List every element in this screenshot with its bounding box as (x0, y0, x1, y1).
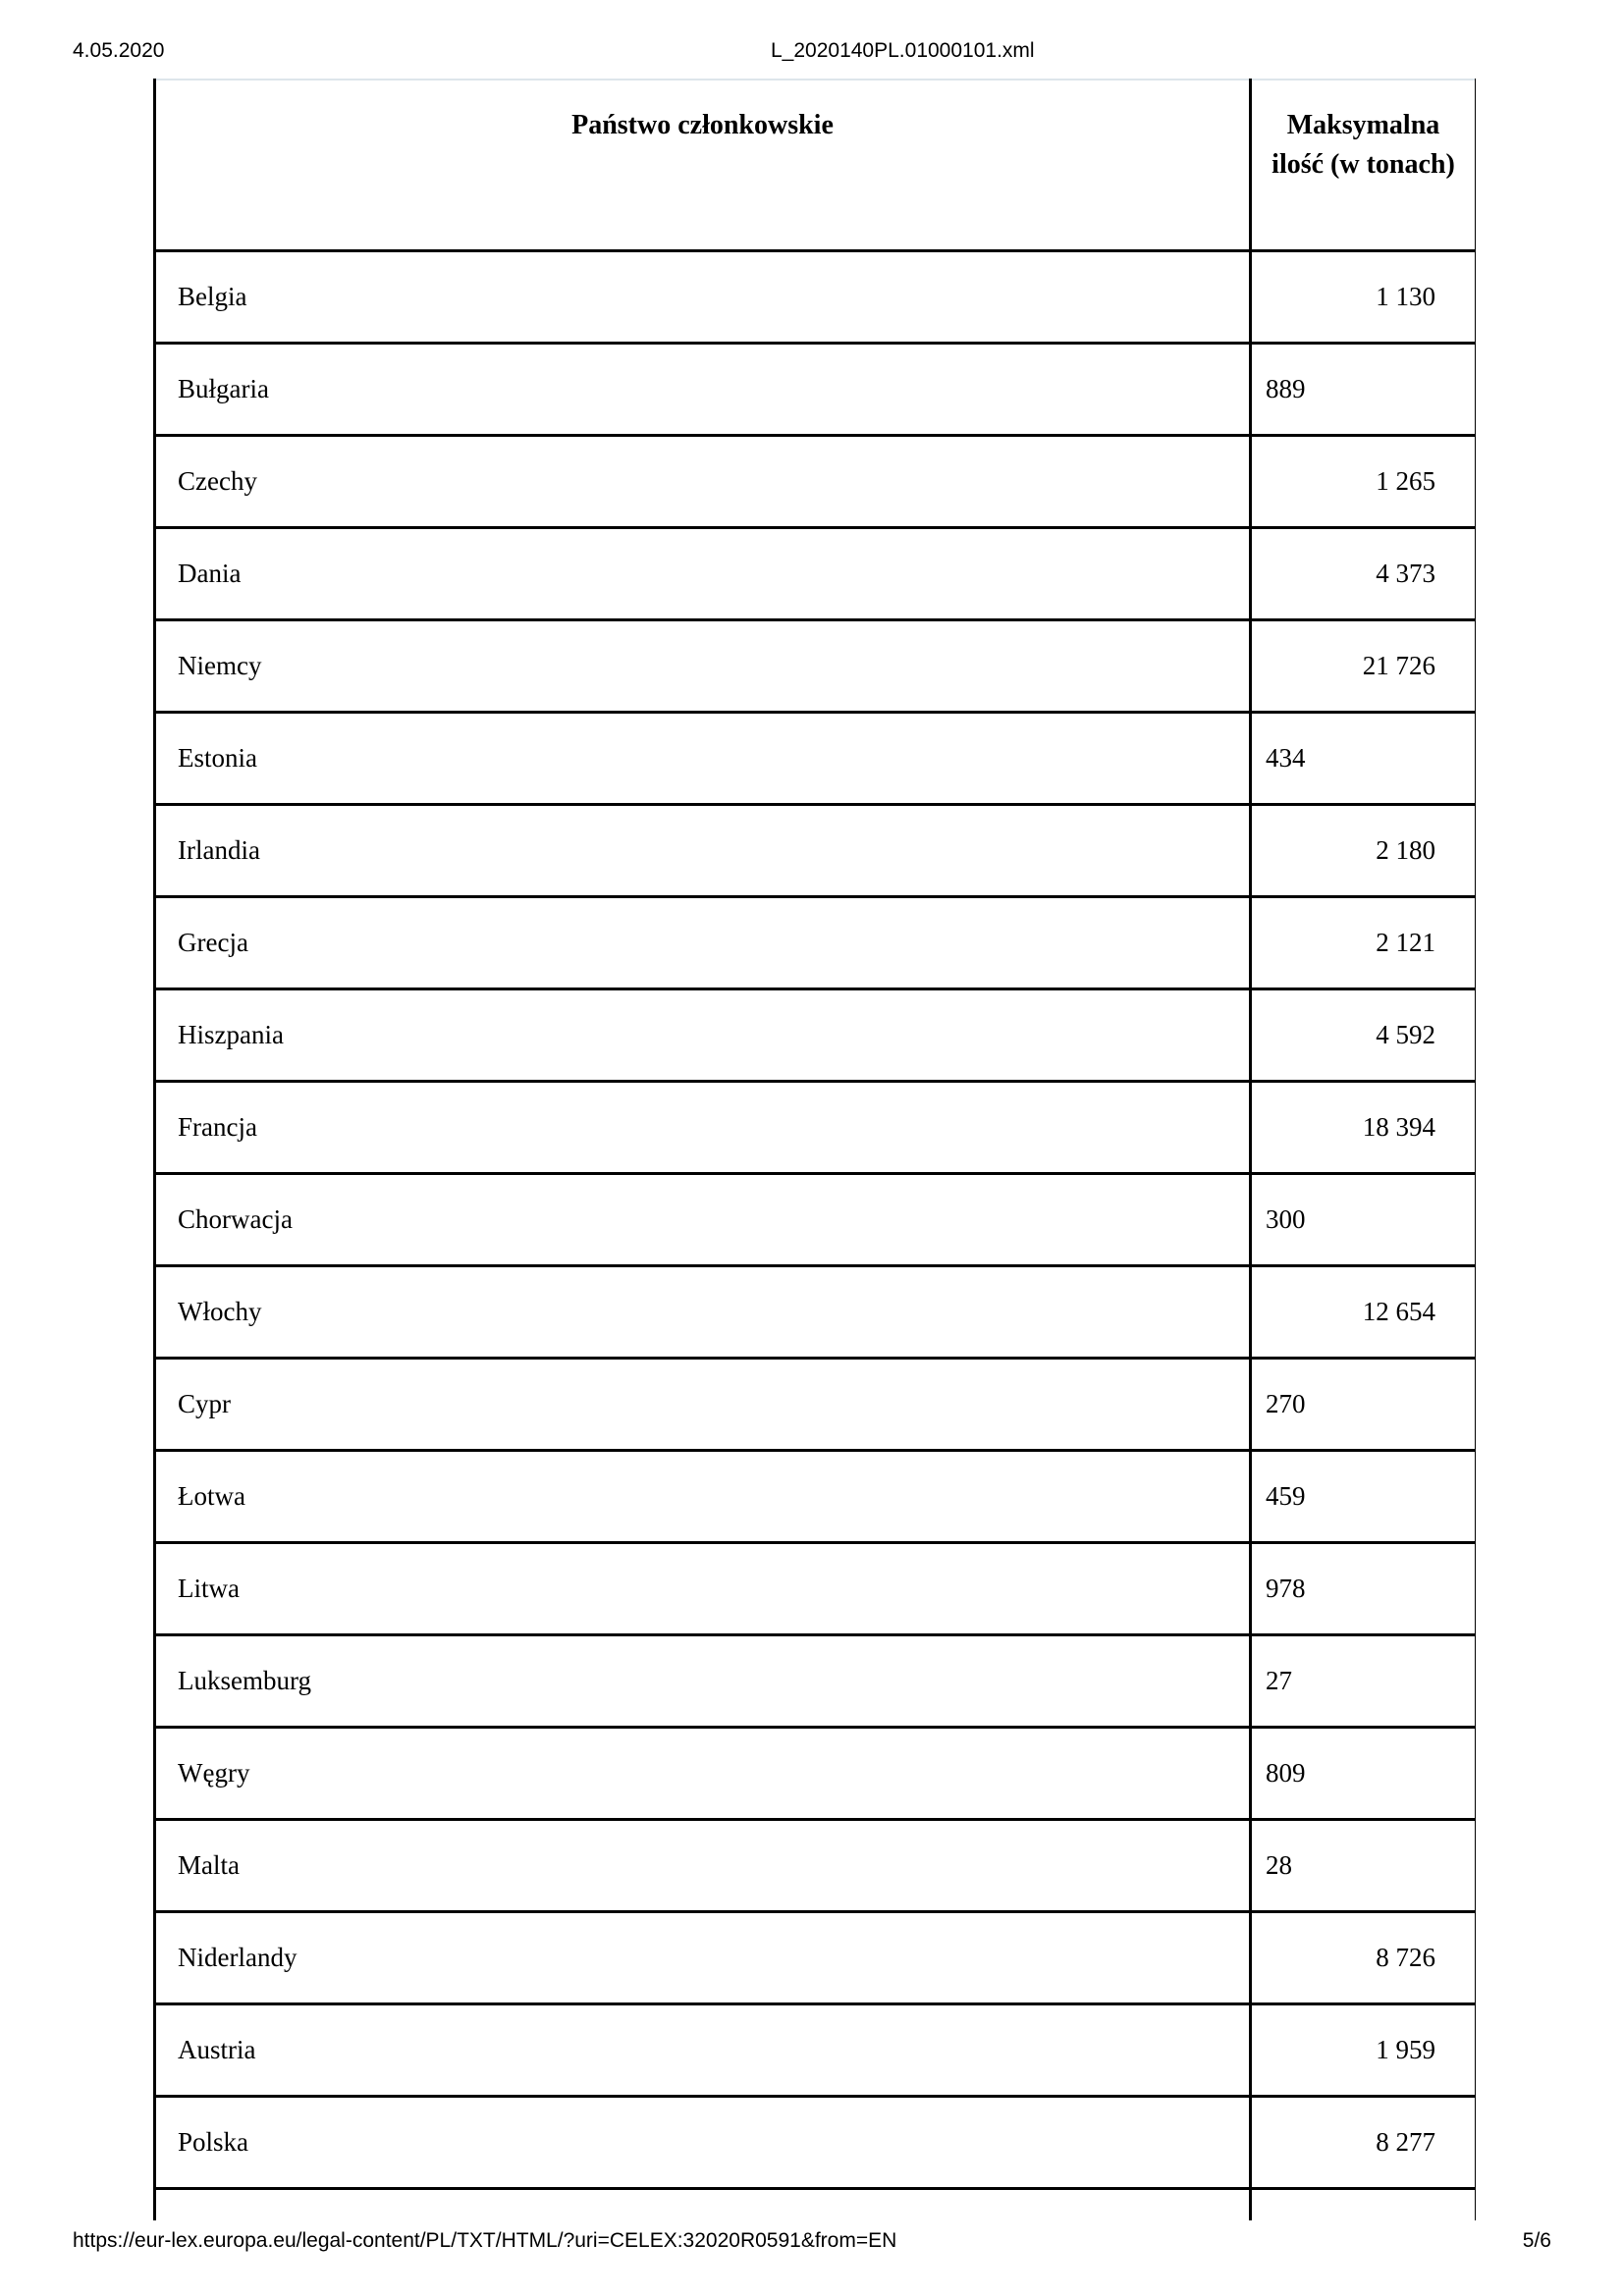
quantity-cell: 21 726 (1251, 619, 1477, 712)
table-row (155, 988, 1477, 1081)
table-row (155, 1911, 1477, 2003)
table-row (155, 2003, 1477, 2096)
quantity-cell: 2 121 (1251, 896, 1477, 988)
table-row (155, 896, 1477, 988)
country-cell: Luksemburg (155, 1634, 1251, 1727)
country-cell: Hiszpania (155, 988, 1251, 1081)
table-row (155, 343, 1477, 435)
table-row (155, 1819, 1477, 1911)
table-row (155, 435, 1477, 527)
table-row (155, 527, 1477, 619)
print-header-document-title: L_2020140PL.01000101.xml (771, 39, 1035, 62)
table-row (155, 1265, 1477, 1358)
quantity-cell: 2 180 (1251, 804, 1477, 896)
table-row (155, 1081, 1477, 1173)
country-cell: Irlandia (155, 804, 1251, 896)
table-row (155, 1450, 1477, 1542)
quantity-cell: 459 (1251, 1450, 1477, 1542)
country-cell: Estonia (155, 712, 1251, 804)
table-row (155, 1358, 1477, 1450)
quantity-cell: 434 (1251, 712, 1477, 804)
country-cell: Polska (155, 2096, 1251, 2188)
table-row (155, 1634, 1477, 1727)
quantity-cell: 18 394 (1251, 1081, 1477, 1173)
country-cell: Malta (155, 1819, 1251, 1911)
quantity-cell: 809 (1251, 1727, 1477, 1819)
table-row (155, 804, 1477, 896)
member-state-quota-table (153, 79, 1476, 2220)
quantity-cell: 8 277 (1251, 2096, 1477, 2188)
country-cell: Belgia (155, 250, 1251, 343)
table-row (155, 1542, 1477, 1634)
print-footer-url: https://eur-lex.europa.eu/legal-content/PL/TXT/HTML/?uri=CELEX:32020R0591&from=EN (73, 2229, 897, 2252)
table-row (155, 1727, 1477, 1819)
country-cell: Cypr (155, 1358, 1251, 1450)
table-row (155, 712, 1477, 804)
country-cell: Łotwa (155, 1450, 1251, 1542)
quantity-cell: 300 (1251, 1173, 1477, 1265)
country-cell (155, 2188, 1251, 2220)
country-cell: Włochy (155, 1265, 1251, 1358)
table-row (155, 619, 1477, 712)
country-cell: Niderlandy (155, 1911, 1251, 2003)
quantity-cell: 4 373 (1251, 527, 1477, 619)
table-clip-region (153, 79, 1476, 2220)
country-cell: Czechy (155, 435, 1251, 527)
country-cell: Bułgaria (155, 343, 1251, 435)
quantity-cell: 1 130 (1251, 250, 1477, 343)
table-row (155, 1173, 1477, 1265)
quantity-cell: 27 (1251, 1634, 1477, 1727)
country-cell: Chorwacja (155, 1173, 1251, 1265)
quantity-cell: 12 654 (1251, 1265, 1477, 1358)
quantity-cell: 8 726 (1251, 1911, 1477, 2003)
quantity-cell: 889 (1251, 343, 1477, 435)
quantity-cell: 28 (1251, 1819, 1477, 1911)
table-header-row (155, 80, 1477, 250)
print-header-date: 4.05.2020 (73, 39, 165, 62)
quantity-cell: 978 (1251, 1542, 1477, 1634)
quantity-cell: 270 (1251, 1358, 1477, 1450)
quantity-cell: 4 592 (1251, 988, 1477, 1081)
quantity-cell: 1 265 (1251, 435, 1477, 527)
country-cell: Litwa (155, 1542, 1251, 1634)
country-cell: Francja (155, 1081, 1251, 1173)
country-cell: Węgry (155, 1727, 1251, 1819)
quantity-cell (1251, 2188, 1477, 2220)
table-row (155, 250, 1477, 343)
table-row (155, 2096, 1477, 2188)
country-cell: Niemcy (155, 619, 1251, 712)
column-header-member-state: Państwo członkowskie (155, 80, 1251, 250)
print-footer-page-number: 5/6 (1522, 2229, 1551, 2252)
partial-row (155, 2188, 1477, 2220)
column-header-max-quantity: Maksymalna ilość (w tonach) (1251, 80, 1477, 250)
table-body (155, 250, 1477, 2220)
country-cell: Dania (155, 527, 1251, 619)
country-cell: Austria (155, 2003, 1251, 2096)
country-cell: Grecja (155, 896, 1251, 988)
quantity-cell: 1 959 (1251, 2003, 1477, 2096)
